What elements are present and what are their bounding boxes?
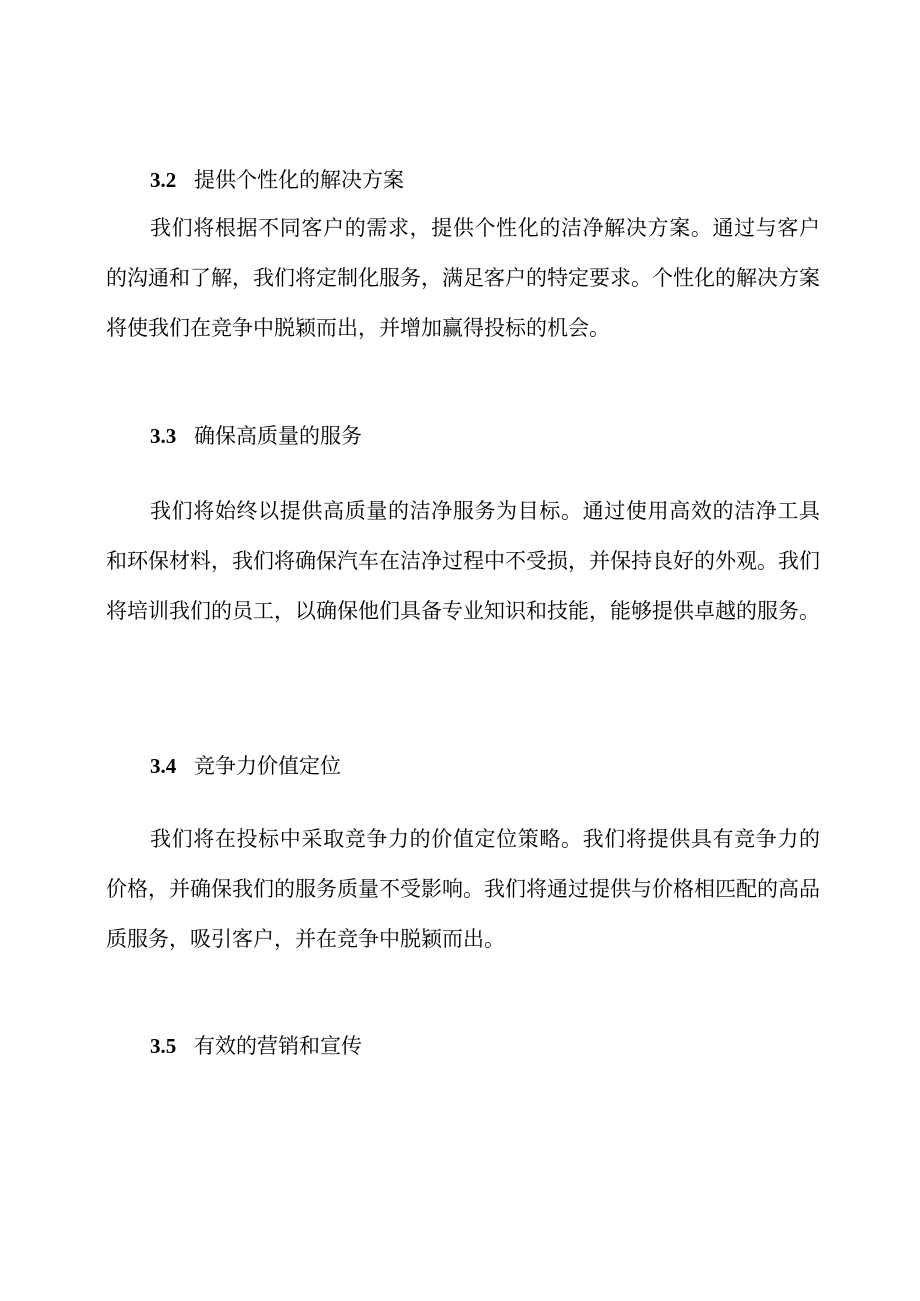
section-number: 3.4: [150, 754, 177, 778]
section-title: 提供个性化的解决方案: [194, 168, 404, 192]
section-heading-3-2: [150, 166, 404, 194]
section-heading-3-4: [150, 752, 341, 780]
section-paragraph-3-2: 我们将根据不同客户的需求，提供个性化的洁净解决方案。通过与客户的沟通和了解，我们将定制化服务，满足客户的特定要求。个性化的解决方案将使我们在竞争中脱颖而出，并增加赢得投标的机会。: [106, 216, 820, 340]
section-number: 3.5: [150, 1034, 177, 1058]
section-paragraph-3-3: 我们将始终以提供高质量的洁净服务为目标。通过使用高效的洁净工具和环保材料，我们将确保汽车在洁净过程中不受损，并保持良好的外观。我们将培训我们的员工，以确保他们具备专业知识和技能，能够提供卓越的服务。: [106, 499, 820, 623]
section-paragraph-3-4: 我们将在投标中采取竞争力的价值定位策略。我们将提供具有竞争力的价格，并确保我们的服务质量不受影响。我们将通过提供与价格相匹配的高品质服务，吸引客户，并在竞争中脱颖而出。: [106, 827, 820, 951]
section-title: 竞争力价值定位: [194, 754, 341, 778]
section-heading-3-3: [150, 422, 362, 450]
section-number: 3.3: [150, 424, 177, 448]
section-title: 确保高质量的服务: [194, 424, 362, 448]
section-heading-3-5: [150, 1032, 362, 1060]
section-number: 3.2: [150, 168, 177, 192]
section-title: 有效的营销和宣传: [194, 1034, 362, 1058]
